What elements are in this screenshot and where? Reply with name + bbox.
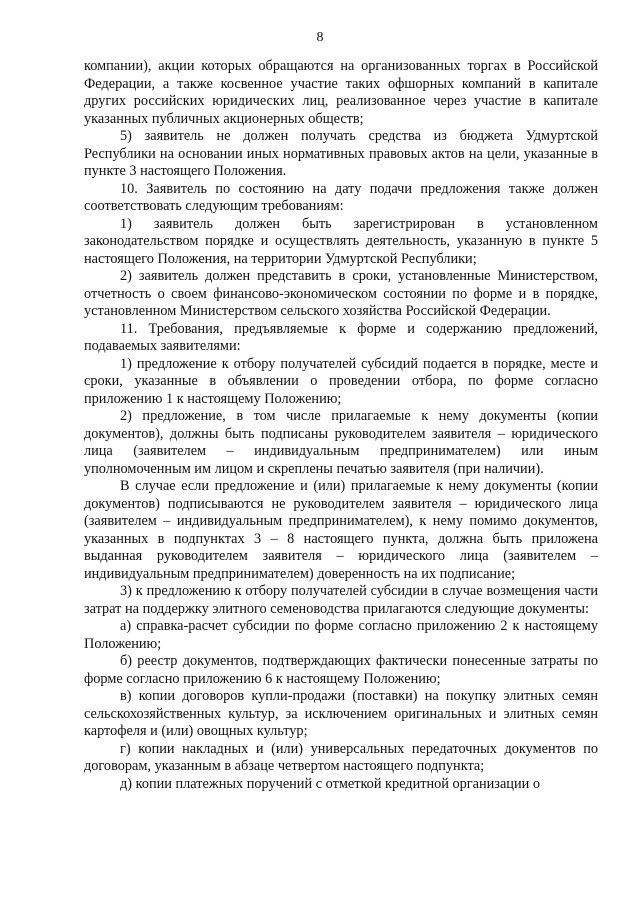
- paragraph-clause-11: 11. Требования, предъявляемые к форме и содержанию предложений, подаваемых заявителями:: [84, 320, 598, 354]
- page-number: 8: [316, 30, 324, 45]
- paragraph-clause-11-item-3: 3) к предложению к отбору получателей субсидии в случае возмещения части затрат на поддержку элитного семеноводства прилагаются следующие документы:: [84, 583, 598, 617]
- paragraph-subitem-b: б) реестр документов, подтверждающих фактически понесенные затраты по форме согласно приложению 6 к настоящему Положению;: [84, 653, 598, 687]
- paragraph-clause-10-item-2: 2) заявитель должен представить в сроки, установленные Министерством, отчетность о своем финансово-экономическом состоянии по форме и в порядке, установленном Министерством сельского хозяйства Российской Федерации.: [84, 268, 598, 319]
- paragraph-clause-11-item-2-note: В случае если предложение и (или) прилагаемые к нему документы (копии документов) подписываются не руководителем заявителя – юридического лица (заявителем – индивидуальным предпринимателем), к нему помимо документов, указанных в подпунктах 3 – 8 настоящего пункта, должна быть приложена выданная руководителем заявителя – юридического лица (заявителем – индивидуальным предпринимателем) доверенность на их подписание;: [84, 478, 598, 582]
- paragraph-subitem-v: в) копии договоров купли-продажи (поставки) на покупку элитных семян сельскохозяйственных культур, за исключением оригинальных и элитных семян картофеля и (или) овощных культур;: [84, 688, 598, 739]
- paragraph-subitem-g: г) копии накладных и (или) универсальных передаточных документов по договорам, указанным в абзаце четвертом настоящего подпункта;: [84, 740, 598, 774]
- paragraph-continuation: компании), акции которых обращаются на организованных торгах в Российской Федерации, а также косвенное участие таких офшорных компаний в капитале других российских юридических лиц, реализованное через участие в капитале указанных публичных акционерных обществ;: [84, 58, 598, 127]
- paragraph-clause-11-item-1: 1) предложение к отбору получателей субсидий подается в порядке, месте и сроки, указанные в объявлении о проведении отбора, по форме согласно приложению 1 к настоящему Положению;: [84, 355, 598, 407]
- paragraph-subitem-d: д) копии платежных поручений с отметкой кредитной организации о: [120, 775, 540, 792]
- document-body: [84, 58, 598, 793]
- paragraph-clause-11-item-2: 2) предложение, в том числе прилагаемые к нему документы (копии документов), должны быть подписаны руководителем заявителя – юридического лица (заявителем – индивидуальным предпринимателем) или иным уполномоченным им лицом и скреплены печатью заявителя (при наличии).: [84, 408, 598, 477]
- paragraph-clause-10-item-1: 1) заявитель должен быть зарегистрирован в установленном законодательством порядке и осуществлять деятельность, указанную в пункте 5 настоящего Положения, на территории Удмуртской Республики;: [84, 215, 598, 267]
- paragraph-item-5: 5) заявитель не должен получать средства из бюджета Удмуртской Республики на основании иных нормативных правовых актов на цели, указанные в пункте 3 настоящего Положения.: [84, 128, 598, 179]
- paragraph-subitem-a: а) справка-расчет субсидии по форме согласно приложению 2 к настоящему Положению;: [84, 618, 598, 652]
- paragraph-clause-10: 10. Заявитель по состоянию на дату подачи предложения также должен соответствовать следующим требованиям:: [84, 180, 598, 214]
